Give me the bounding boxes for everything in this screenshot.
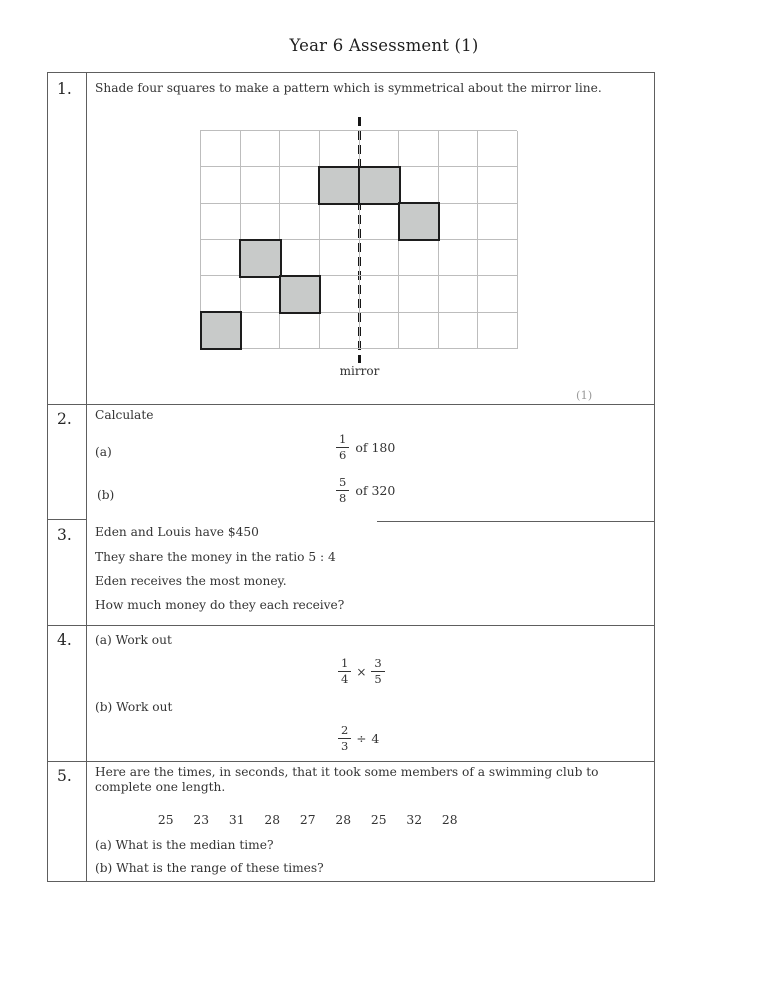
grid-cell	[439, 204, 479, 240]
grid-cell	[320, 313, 360, 349]
fraction-numerator: 1	[339, 432, 347, 446]
grid-cell	[399, 240, 439, 276]
time-value: 25	[157, 813, 174, 827]
question-5b-text: (b) What is the range of these times?	[95, 861, 324, 875]
fraction-denominator: 6	[336, 447, 349, 462]
fraction-one-quarter	[338, 657, 351, 686]
fraction-numerator: 5	[339, 475, 347, 489]
expression-operand: 4	[371, 731, 380, 747]
row-divider-2-left-segment	[48, 519, 86, 520]
question-2b-label: (b)	[97, 488, 115, 502]
row-divider-3	[48, 625, 654, 626]
time-value: 25	[370, 813, 387, 827]
time-value: 28	[264, 813, 281, 827]
grid-cell	[201, 167, 241, 203]
question-4a-label: (a) Work out	[95, 633, 172, 647]
grid-cell	[439, 131, 479, 167]
fraction-denominator: 8	[336, 490, 349, 505]
question-5a-text: (a) What is the median time?	[95, 838, 274, 852]
times-list	[148, 813, 468, 827]
mirror-label: mirror	[339, 364, 380, 378]
time-value: 31	[228, 813, 245, 827]
question-3-line-1: Eden and Louis have $450	[95, 525, 259, 539]
time-value: 23	[193, 813, 210, 827]
grid-cell	[439, 240, 479, 276]
question-table	[47, 72, 655, 882]
question-5-intro-line-2: complete one length.	[95, 780, 226, 794]
grid-cell	[399, 167, 439, 203]
grid-cell	[478, 313, 518, 349]
fraction-two-thirds	[338, 724, 351, 753]
grid-cell	[241, 313, 281, 349]
fraction-denominator: 3	[338, 738, 351, 753]
grid-cell	[478, 167, 518, 203]
question-1-number: 1.	[57, 80, 72, 98]
grid-cell	[478, 204, 518, 240]
question-2-heading: Calculate	[95, 408, 154, 422]
grid-cell	[280, 240, 320, 276]
question-4-number: 4.	[57, 631, 72, 649]
question-2-number: 2.	[57, 410, 72, 428]
divide-operator: ÷	[356, 731, 367, 746]
grid-cell	[320, 276, 360, 312]
question-4a-expression	[338, 657, 385, 686]
expression-suffix: of 180	[355, 440, 396, 456]
time-value: 28	[441, 813, 458, 827]
time-value: 27	[299, 813, 316, 827]
grid-cell	[241, 276, 281, 312]
grid-cell	[241, 167, 281, 203]
fraction-denominator: 5	[371, 671, 384, 686]
row-divider-2-right-segment	[377, 521, 654, 522]
grid-cell	[241, 131, 281, 167]
question-3-line-2: They share the money in the ratio 5 : 4	[95, 550, 336, 564]
question-4b-label: (b) Work out	[95, 700, 173, 714]
grid-cell	[320, 240, 360, 276]
fraction-numerator: 1	[341, 656, 349, 670]
shaded-square	[318, 166, 361, 205]
grid-cell	[280, 167, 320, 203]
row-divider-1	[48, 404, 654, 405]
grid-cell	[360, 204, 400, 240]
grid-cell	[201, 276, 241, 312]
question-1-mark: (1)	[576, 388, 593, 402]
question-5-intro-line-1: Here are the times, in seconds, that it took some members of a swimming club to	[95, 765, 599, 779]
expression-suffix: of 320	[355, 483, 396, 499]
fraction-denominator: 4	[338, 671, 351, 686]
fraction-numerator: 3	[374, 656, 382, 670]
question-2a-expression	[336, 433, 395, 462]
grid-cell	[360, 240, 400, 276]
grid-cell	[201, 204, 241, 240]
symmetry-grid	[200, 130, 517, 378]
grid-cell	[478, 131, 518, 167]
grid-cell	[280, 131, 320, 167]
grid-cell	[399, 313, 439, 349]
grid-cell	[360, 131, 400, 167]
shaded-square	[398, 202, 441, 241]
grid-cell	[320, 204, 360, 240]
shaded-square	[200, 311, 243, 350]
time-value: 28	[335, 813, 352, 827]
number-column-divider	[86, 73, 87, 881]
question-3-number: 3.	[57, 526, 72, 544]
grid-cell	[360, 313, 400, 349]
fraction-five-eighths	[336, 476, 349, 505]
grid-cell	[439, 167, 479, 203]
grid-cell	[439, 313, 479, 349]
grid-cell	[399, 131, 439, 167]
question-3-line-4: How much money do they each receive?	[95, 598, 345, 612]
shaded-square	[239, 239, 282, 278]
grid-cell	[320, 131, 360, 167]
question-1-text: Shade four squares to make a pattern which is symmetrical about the mirror line.	[95, 81, 602, 95]
grid-cell	[399, 276, 439, 312]
shaded-square	[358, 166, 401, 205]
multiply-operator: ×	[356, 664, 367, 679]
grid-cell	[360, 276, 400, 312]
question-5-number: 5.	[57, 767, 72, 785]
grid-cell	[280, 313, 320, 349]
page-title: Year 6 Assessment (1)	[289, 36, 479, 55]
grid-cell	[241, 204, 281, 240]
grid-cell	[439, 276, 479, 312]
question-4b-expression	[338, 724, 379, 753]
grid-cell	[478, 240, 518, 276]
grid-cell	[280, 204, 320, 240]
question-2b-expression	[336, 476, 395, 505]
question-2a-label: (a)	[95, 445, 112, 459]
shaded-square	[279, 275, 322, 314]
time-value: 32	[406, 813, 423, 827]
fraction-three-fifths	[371, 657, 384, 686]
row-divider-4	[48, 761, 654, 762]
fraction-numerator: 2	[341, 723, 349, 737]
question-3-line-3: Eden receives the most money.	[95, 574, 287, 588]
grid-cell	[201, 240, 241, 276]
grid-cell	[201, 131, 241, 167]
grid-cell	[478, 276, 518, 312]
fraction-one-sixth	[336, 433, 349, 462]
